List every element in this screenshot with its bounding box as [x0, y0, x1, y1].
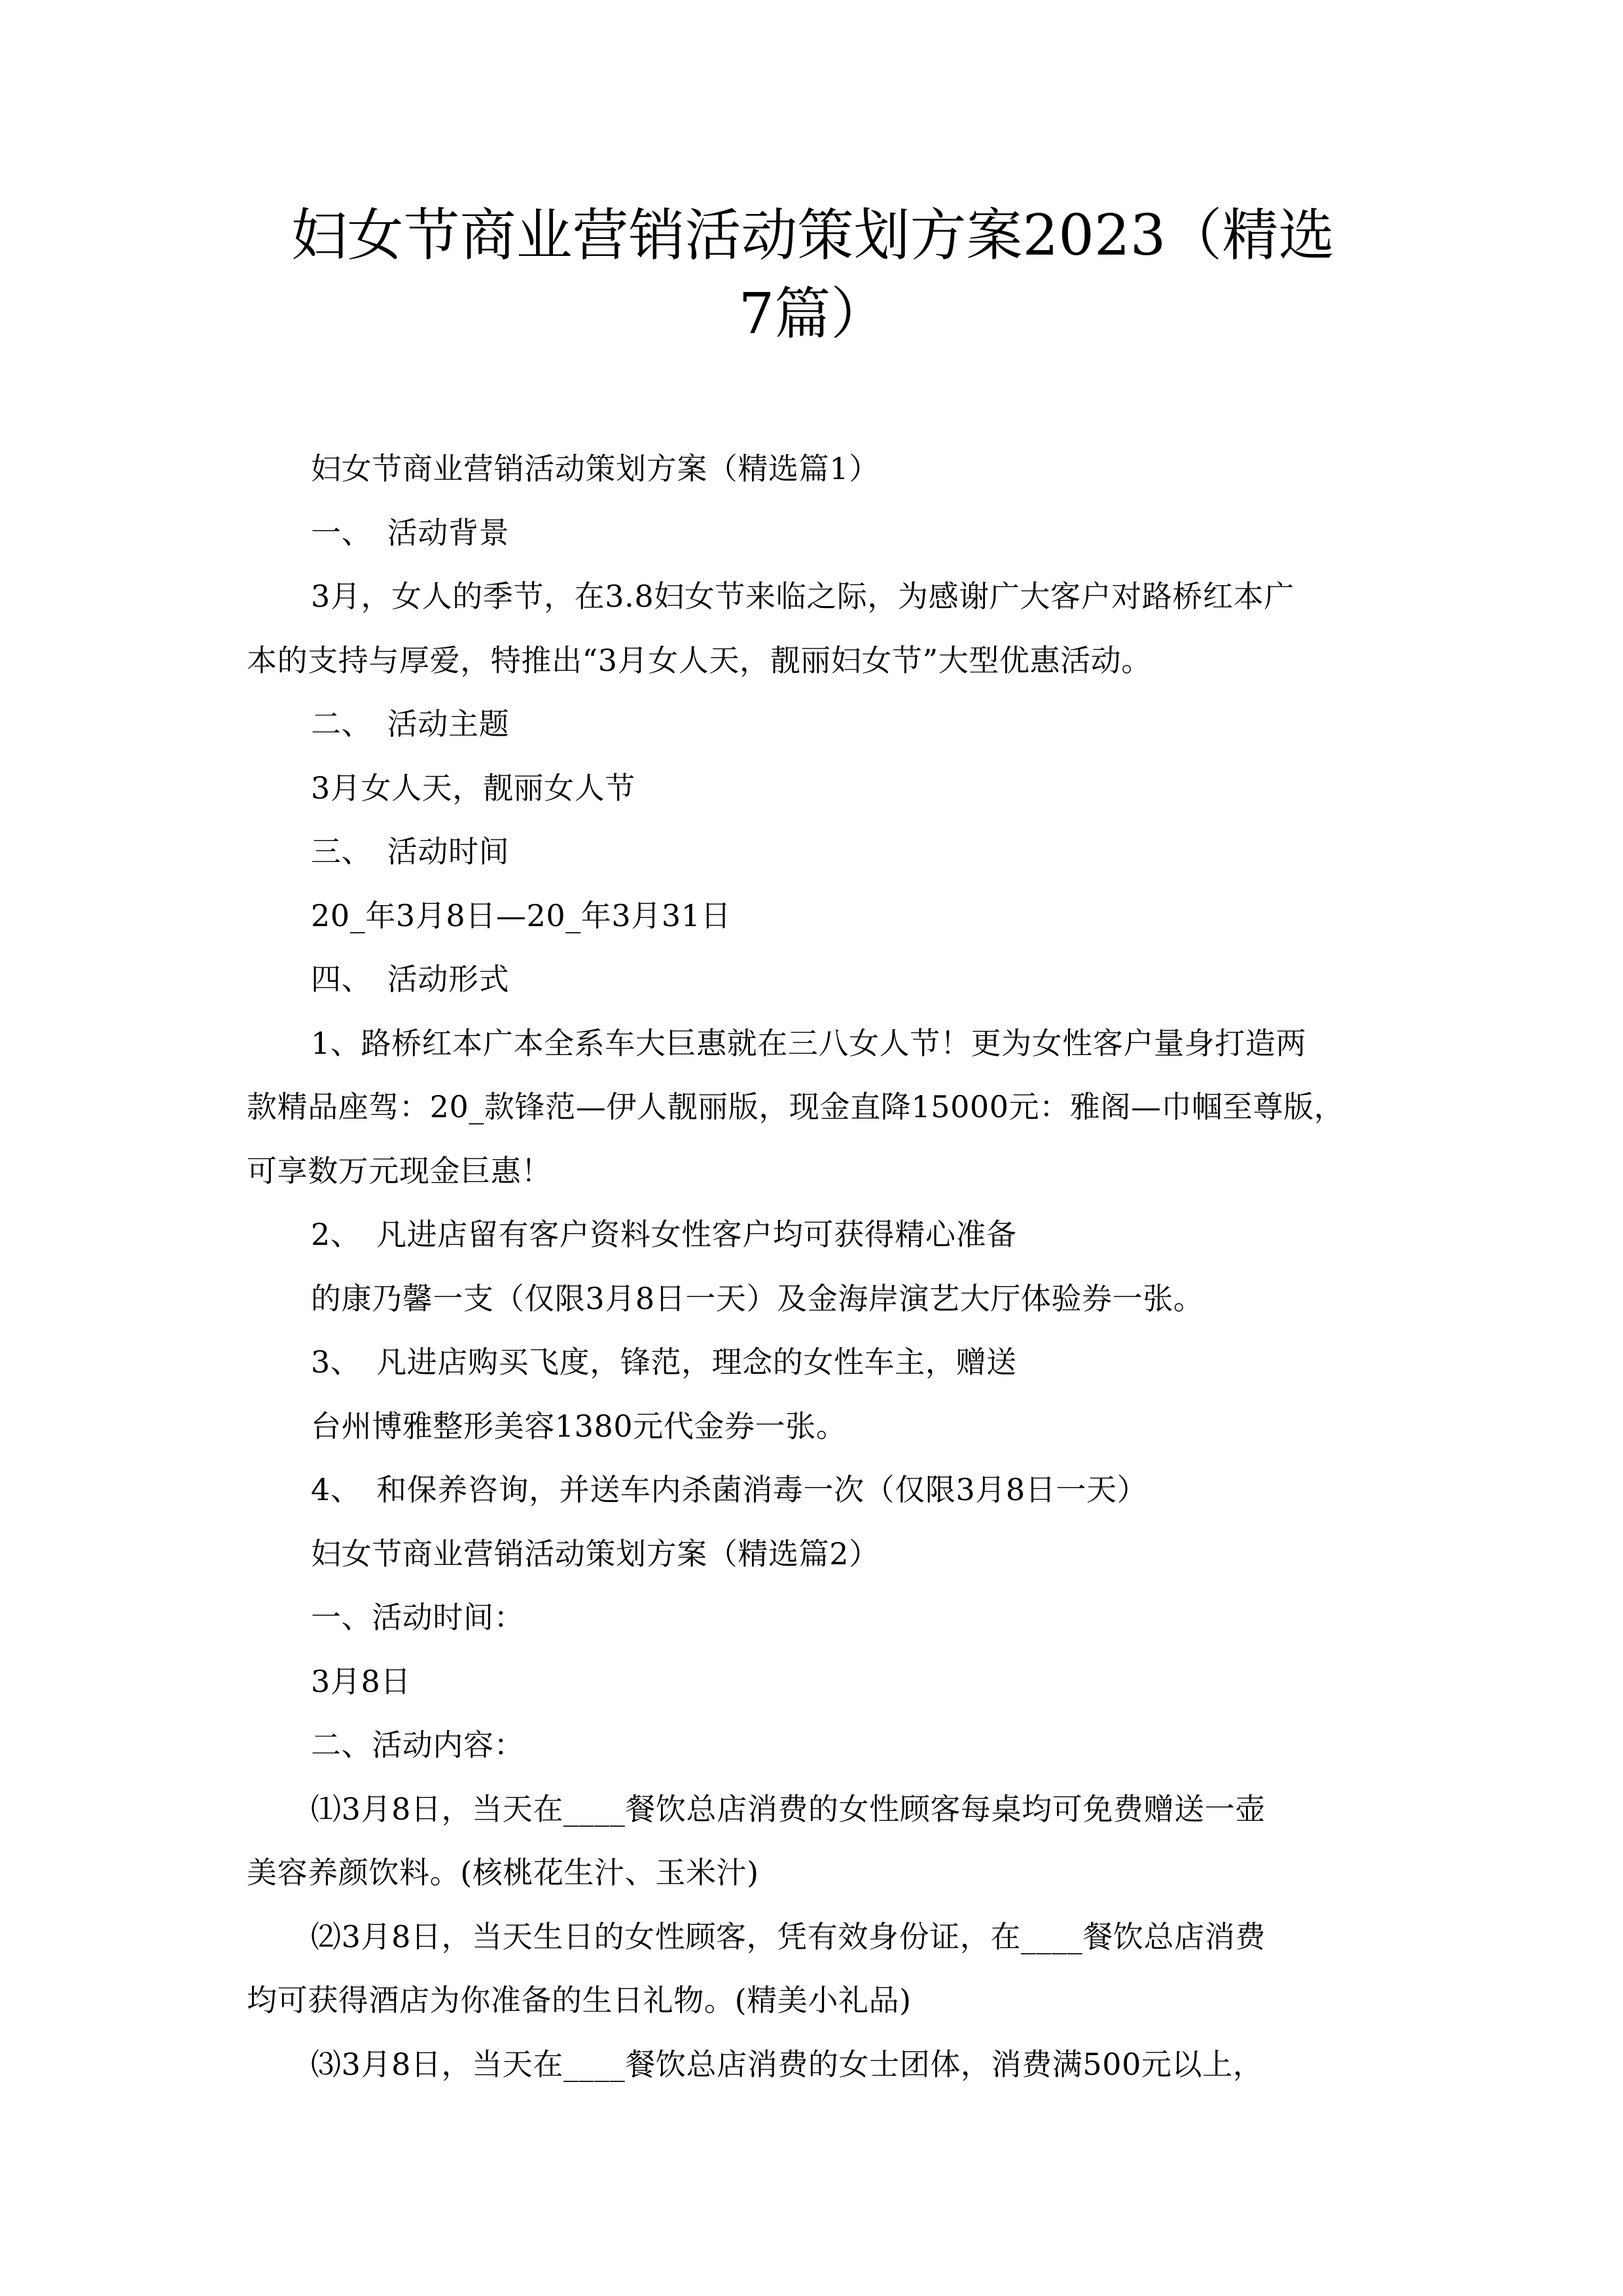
heading-theme: 二、 活动主题	[311, 706, 510, 742]
paragraph-line: ⑵3月8日，当天生日的女性顾客，凭有效身份证，在____餐饮总店消费	[311, 1918, 1266, 1954]
heading-background: 一、 活动背景	[311, 514, 510, 550]
paragraph-line: 4、 和保养咨询，并送车内杀菌消毒一次（仅限3月8日一天）	[311, 1472, 1148, 1507]
paragraph-line: 可享数万元现金巨惠！	[247, 1153, 552, 1189]
paragraph-line: 2、 凡进店留有客户资料女性客户均可获得精心准备	[311, 1217, 1017, 1252]
document-title-line-2: 7篇）	[738, 281, 887, 347]
paragraph-line: ⑶3月8日，当天在____餐饮总店消费的女士团体，消费满500元以上，	[311, 2046, 1264, 2082]
paragraph-line: 台州博雅整形美容1380元代金券一张。	[311, 1408, 847, 1444]
paragraph-line: 1、路桥红本广本全系车大巨惠就在三八女人节！更为女性客户量身打造两	[311, 1025, 1307, 1061]
document-body	[247, 437, 1379, 2096]
paragraph-line: 3月女人天，靓丽女人节	[311, 770, 635, 806]
section-heading-2: 妇女节商业营销活动策划方案（精选篇2）	[311, 1535, 880, 1571]
paragraph-line: 3、 凡进店购买飞度，锋范，理念的女性车主，赠送	[311, 1344, 1017, 1380]
paragraph-line: 20_年3月8日—20_年3月31日	[311, 897, 732, 933]
heading-time: 一、活动时间：	[311, 1600, 525, 1635]
paragraph-line: 3月8日	[311, 1663, 411, 1699]
paragraph-line: 3月，女人的季节，在3.8妇女节来临之际，为感谢广大客户对路桥红本广	[311, 579, 1294, 614]
paragraph-line: 款精品座驾：20_款锋范—伊人靓丽版，现金直降15000元：雅阁—巾帼至尊版，	[247, 1089, 1345, 1124]
paragraph-line: 的康乃馨一支（仅限3月8日一天）及金海岸演艺大厅体验券一张。	[311, 1280, 1204, 1316]
section-heading-1: 妇女节商业营销活动策划方案（精选篇1）	[311, 451, 880, 486]
heading-content: 二、活动内容：	[311, 1727, 525, 1763]
paragraph-line: 均可获得酒店为你准备的生日礼物。(精美小礼品)	[247, 1982, 912, 2018]
heading-format: 四、 活动形式	[311, 961, 510, 997]
document-title-line-1: 妇女节商业营销活动策划方案2023（精选	[291, 203, 1335, 268]
paragraph-line: 本的支持与厚爱，特推出“3月女人天，靓丽妇女节”大型优惠活动。	[247, 642, 1152, 678]
document-title	[247, 196, 1379, 353]
paragraph-line: ⑴3月8日，当天在____餐饮总店消费的女性顾客每桌均可免费赠送一壶	[311, 1791, 1266, 1827]
paragraph-line: 美容养颜饮料。(核桃花生汁、玉米汁)	[247, 1855, 759, 1890]
heading-time: 三、 活动时间	[311, 834, 510, 869]
